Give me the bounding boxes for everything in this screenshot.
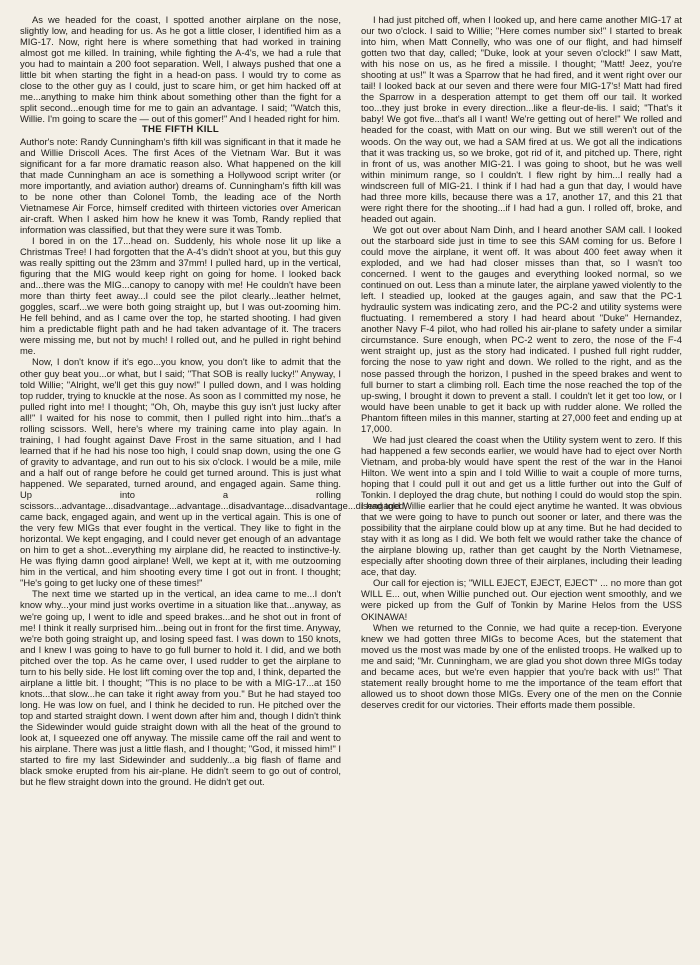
- body-paragraph: We had just cleared the coast when the Utility system went to zero. If this had happened a few seconds earlier, we would have had to eject over North Vietnam, and proba-bly would have spent the rest of the war in the Hanoi Hilton. We went into a spin and I told Willie to wait a couple of more turns, hoping that I could pull it out and get us a little further out into the Gulf of Tonkin. I deployed the drag chute, but nothing I could do would stop the spin. I had told Willie earlier that he could eject anytime he wanted. It was obvious that we were going to have to punch out sooner or later, and there was the possibility that the airplane could blow up at any time. But he had decided to stay with it as long as I did. We both felt we would rather take the chance of the airplane blowing up, rather than get caught by the North Vietnamese, especially after shooting down three of their airplanes, including their leading ace, that day.: [361, 433, 682, 578]
- body-paragraph: I had just pitched off, when I looked up, and here came another MIG-17 at our two o'clock. I said to Willie; "Here comes number six!" I started to break into him, when Matt Connelly, who was one of our flight, and had himself gotten two that day, called; "Duke, look at your seven o'clock!" I saw Matt, with his nose on us, as he fired a missile. I thought; "Matt! Jeez, you're shooting at us!" It was a Sparrow that he had fired, and it went right over our tail! I looked back at our seven and there were four MIG-17's! Matt had fired the Sparrow in a desperation attempt to get them off our tail. It worked too...they just broke in every direction...like a fleur-de-lis. I said; "That's it baby! We got five...that's all I want! We're getting out of here!" We rolled and headed for the coast, with Matt on our wing. But we still weren't out of the woods. On the way out, we had a SAM fired at us. We got all the indications that it was tracking us, so we broke, got rid of it, and pitched up. There, right in front of us, was another MIG-21. I was going to shoot, but he was well within minimum range, so I couldn't. I flew right by him...I really had a windscreen full of MIG-21. I think if I had had a gun that day, I would have had three more kills, because there was a 17, another 17, and this 21 that were right there for the shooting...if I had had a gun. I rolled off, broke, and headed out again.: [361, 14, 682, 224]
- body-paragraph: I bored in on the 17...head on. Suddenly, his whole nose lit up like a Christmas Tree! I had forgotten that the A-4's didn't shoot at you, but this guy was really spitting out the 23mm and 37mm! I pulled hard, up in the vertical, figuring that the MIG would keep right on going for home. I looked back and...there was the MIG...canopy to canopy with me! He couldn't have been more than thirty feet away...I could see the pilot clearly...leather helmet, goggles, scarf...we were both going straight up, but I was out-zooming him. He fell behind, and as I came over the top, he started shooting. I had given him a predictable flight path and he had taken advantage of it. The tracers were missing me, but not by much! I rolled out, and he pulled in right behind me.: [20, 234, 341, 357]
- article-columns: [20, 14, 682, 953]
- right-column: [361, 14, 682, 953]
- body-paragraph: We got out over about Nam Dinh, and I heard another SAM call. I looked out the starboard side just in time to see this SAM coming for us. Before I could move the airplane, it went off. It was about 400 feet away when it exploded, and we had had closer misses than that, so I wasn't too concerned. I went to the gauges and everything looked normal, so we continued on out. Less than a minute later, the airplane yawed violently to the left. I steadied up, looked at the gauges again, and saw that the PC-1 hydraulic system was indicating zero, and the PC-2 and utility systems were fluctuating. I remembered a story I had heard about "Duke" Hernandez, another Navy F-4 pilot, who had rolled his air-plane to safety under a similar circumstance. Sure enough, when PC-2 went to zero, the nose of the F-4 went straight up, just as the story had indicated. I pushed full right rudder, forcing the nose to yaw right and down. We rolled to the right, and as the nose passed through the horizon, I pushed in the speed brakes and went to full burner to start a climbing roll. Each time the nose reached the top of the up-swing, I brought it down to prevent a stall. I couldn't let it get too low, or I would have been unable to get it back up with rudder alone. We rolled the Phantom fifteen miles in this manner, starting at 27,000 feet and ending up at 17,000.: [361, 223, 682, 434]
- author-note-paragraph: Author's note: Randy Cunningham's fifth kill was significant in that it made he and Willie Driscoll Aces. The first Aces of the Vietnam War. But it was significant for a far more dramatic reason also. What happened on the kill that made Cunningham an ace is something a Hollywood script writer (or more importantly, and aviation author) dreams of. Cunningham's fifth kill was to be none other than Colonel Tomb, the leading ace of the North Vietnamese Air Force, himself credited with thirteen victories over American air-craft. When I asked him how he knew it was Tomb, Randy replied that information was classified, but that they were sure it was Tomb.: [20, 135, 341, 235]
- left-column: [20, 14, 407, 953]
- body-paragraph: When we returned to the Connie, we had quite a recep-tion. Everyone knew we had gotten three MIGs to become Aces, but the statement that moved us the most was made by one of the enlisted troops. He walked up to me and said; "Mr. Cunningham, we are glad you shot down three MIGs today and became aces, but we're even happier that you're back with us!" That statement really brought home to me the importance of the team effort that allowed us to shoot down those MIGs. Every one of the men on the Connie deserves credit for our victories. Their efforts made them possible.: [361, 621, 682, 710]
- section-heading: THE FIFTH KILL: [141, 124, 220, 136]
- body-paragraph: As we headed for the coast, I spotted another airplane on the nose, slightly low, and heading for us. As he got a little closer, I identified him as a MIG-17. Now, right here is where something that had worked in training almost got me killed. In training, while fighting the A-4's, we had a rule that you had to maintain a 200 foot separation. Well, I always pushed that one a little bit when starting the fight in a head-on pass. I would try to come as close to the other guy as I could, just to scare him, or get him hacked off at me...anything to make him think about something other than the fight for a split second...enough time for me to gain an advantage. I said; "Watch this, Willie. I'm going to scare the — out of this gomer!" And I headed right for him.: [20, 14, 341, 125]
- body-paragraph: The next time we started up in the vertical, an idea came to me...I don't know why...your mind just works overtime in a situation like that...anyway, as we're going up, I went to idle and speed brakes...and he shot out in front of me! I think it really surprised him...being out in front for the first time. Anyway, we're both going straight up, and losing speed fast. I was down to 150 knots, and I knew I was going to have to go full burner to hold it. I did, and we both pitched over the top. As he came over, I used rudder to get the airplane to turn to his belly side. He lost lift coming over the top and, I think, departed the airplane a little bit. I thought; "This is no place to be with a MIG-17...at 150 knots...that slow...he can take it right away from you." But he had stayed too long. He was low on fuel, and I think he decided to run. He pitched over the top and started straight down. I went down after him and, though I didn't think the Sidewinder would guide straight down with all the heat of the ground to look at, I squeezed one off anyway. The missile came off the rail and went to his airplane. There was just a little flash, and I thought; "God, it missed him!" I started to fire my last Sidewinder and suddenly...a big flash of flame and black smoke erupted from his air-plane. He didn't seem to go out of control, but he flew straight down into the ground. He didn't get out.: [20, 588, 341, 788]
- body-paragraph: Our call for ejection is; "WILL EJECT, EJECT, EJECT" ... no more than got WILL E... out, when Willie punched out. Our ejection went smoothly, and we were picked up from the Gulf of Tonkin by Marine Helos from the USS OKINAWA!: [361, 577, 682, 622]
- body-paragraph: Now, I don't know if it's ego...you know, you don't like to admit that the other guy beat you...or what, but I said; "That SOB is really lucky!" Anyway, I told Willie; "Alright, we'll get this guy now!" I pulled down, and I was holding top rudder, trying to knuckle at the nose. As soon as I committed my nose, he pulled right into me! I thought; "Oh, Oh, maybe this guy isn't just lucky after all!" I waited for his nose to commit, then I pulled right into him...that's a rolling scissors. Well, here's where my training came into play again. In training, I had fought against Dave Frost in the same situation, and I had learned that if he had his nose too high, I could snap down, using the one G of gravity to advantage, and run out to his six o'clock. I would be a mile, mile and a half out of range before he could get turned around. This is just what happened. We separated, turned around, and engaged again. Same thing. Up into a rolling scissors...advantage...disadvantage...advantage...disadvantage...disadvantage...disengaged, came back, engaged again, and went up in the vertical again. This is one of the very few MIGs that ever fought in the vertical. They like to fight in the horizontal. We kept engaging, and I could never get enough of an advantage on him to get a shot...everything my airplane did, he reacted to instinctive-ly. He was flying damn good airplane! Well, we kept at it, with me outzooming him in the vertical, and him shooting every time I got out in front. I thought; "He's going to get lucky one of these times!": [20, 356, 407, 589]
